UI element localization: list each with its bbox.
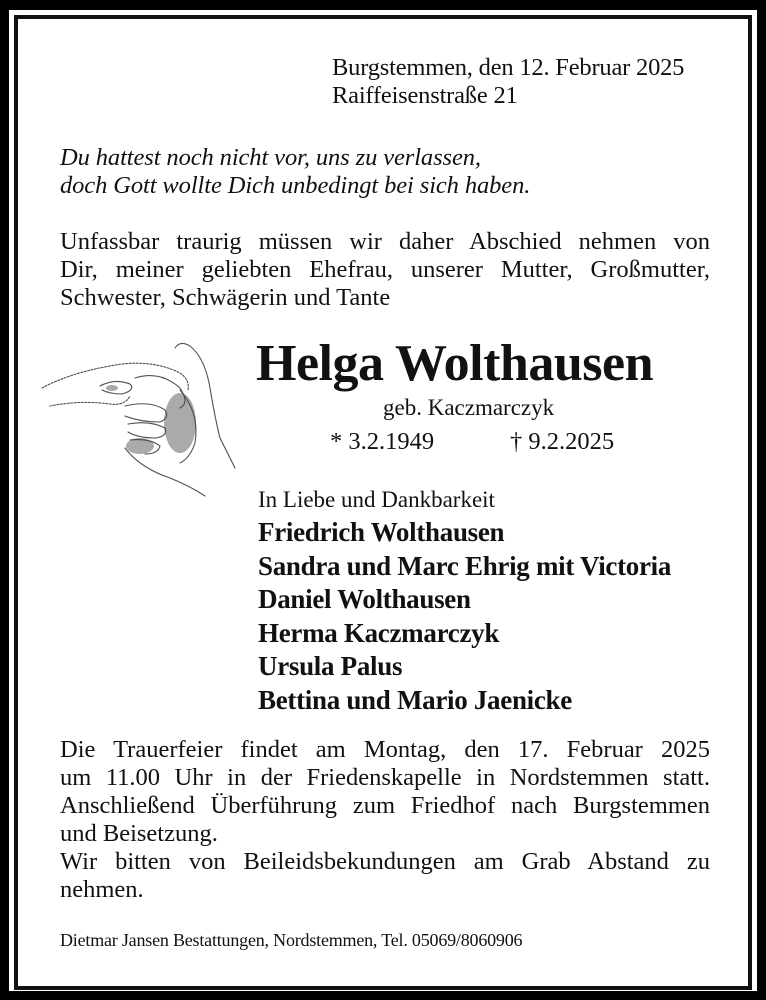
mourners-intro: In Liebe und Dankbarkeit: [258, 487, 495, 512]
service-paragraph: [60, 736, 710, 904]
mourners-list: [258, 516, 671, 717]
service-line: Die Trauerfeier findet am Montag, den 17. Februar 2025: [60, 736, 710, 763]
birth-name: geb. Kaczmarczyk: [383, 395, 555, 420]
place-date: Burgstemmen, den 12. Februar 2025: [332, 54, 685, 81]
intro-line: Unfassbar traurig müssen wir daher Abschied nehmen von: [60, 228, 710, 255]
mourner-name: Sandra und Marc Ehrig mit Victoria: [258, 550, 672, 581]
service-line: Anschließend Überführung zum Friedhof nach Burgstemmen: [60, 792, 710, 819]
service-line: Wir bitten von Beileidsbekundungen am Grab Abstand zu: [60, 848, 710, 875]
death-date: † 9.2.2025: [510, 428, 615, 455]
clasped-hands-drawing-icon: [30, 318, 240, 498]
motto-line-2: doch Gott wollte Dich unbedingt bei sich haben.: [60, 172, 531, 199]
service-line: und Beisetzung.: [60, 820, 218, 847]
address: Raiffeisenstraße 21: [332, 82, 518, 109]
intro-line: Schwester, Schwägerin und Tante: [60, 284, 391, 311]
intro-paragraph: [60, 228, 710, 312]
mourner-name: Bettina und Mario Jaenicke: [258, 684, 572, 715]
mourner-name: Daniel Wolthausen: [258, 584, 471, 614]
service-line: um 11.00 Uhr in der Friedenskapelle in Nordstemmen statt.: [60, 764, 710, 791]
birth-date: * 3.2.1949: [330, 428, 435, 455]
mourner-name: Herma Kaczmarczyk: [258, 617, 500, 648]
mourner-name: Ursula Palus: [258, 651, 403, 681]
deceased-name: Helga Wolthausen: [256, 335, 654, 392]
undertaker-info: Dietmar Jansen Bestattungen, Nordstemmen, Tel. 05069/8060906: [60, 930, 523, 950]
motto-line-1: Du hattest noch nicht vor, uns zu verlassen,: [60, 144, 481, 171]
intro-line: Dir, meiner geliebten Ehefrau, unserer Mutter, Großmutter,: [60, 256, 710, 283]
mourner-name: Friedrich Wolthausen: [258, 517, 505, 547]
service-line: nehmen.: [60, 876, 144, 903]
